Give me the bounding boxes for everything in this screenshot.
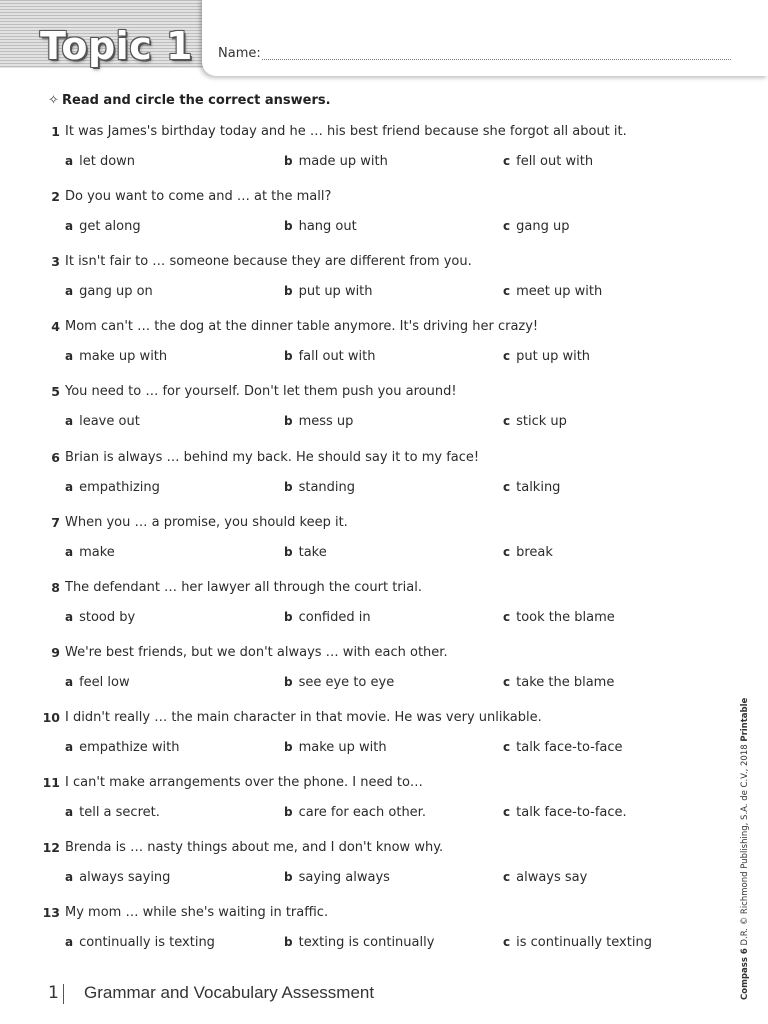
option-letter: a <box>65 739 74 754</box>
option-text: see eye to eye <box>298 674 395 690</box>
option-letter: b <box>284 544 293 559</box>
question-text: I can't make arrangements over the phone. I need to… <box>65 775 423 790</box>
option-letter: a <box>65 154 74 168</box>
option-letter: a <box>65 414 74 429</box>
option-text: meet up with <box>516 284 603 300</box>
option-text: put up with <box>298 284 373 300</box>
option-letter: a <box>65 544 74 559</box>
option-letter: c <box>503 219 511 234</box>
question-number: 9 <box>51 644 60 660</box>
option-letter: c <box>503 674 511 689</box>
option-text: fell out with <box>516 154 594 169</box>
question-number: 12 <box>42 840 60 856</box>
option-text: empathize with <box>79 739 180 755</box>
option-letter: a <box>65 805 74 819</box>
answer-option-a[interactable] <box>65 414 140 429</box>
option-letter: b <box>284 739 293 754</box>
option-letter: b <box>284 870 293 885</box>
option-letter: c <box>503 739 511 754</box>
option-text: feel low <box>79 674 130 690</box>
option-text: talk face-to-face <box>516 739 623 755</box>
option-letter: c <box>503 154 511 168</box>
option-letter: b <box>284 414 293 429</box>
option-text: confided in <box>298 609 371 625</box>
answer-option-c[interactable] <box>503 154 593 169</box>
question-number: 10 <box>42 709 60 725</box>
option-letter: c <box>503 414 511 429</box>
option-letter: b <box>284 284 293 299</box>
option-text: let down <box>79 154 136 169</box>
option-letter: a <box>65 349 74 364</box>
option-text: tell a secret. <box>79 805 160 820</box>
answer-option-a[interactable] <box>65 219 141 234</box>
question-item <box>0 319 768 379</box>
answer-option-a[interactable] <box>65 935 215 950</box>
answer-option-a[interactable] <box>65 154 135 169</box>
answer-option-c[interactable] <box>503 480 560 495</box>
option-text: always say <box>516 870 588 886</box>
answer-option-b[interactable] <box>284 545 327 560</box>
book-name: Compass 6 <box>740 948 750 1000</box>
question-number: 7 <box>51 514 60 530</box>
answer-option-c[interactable] <box>503 870 587 885</box>
answer-option-b[interactable] <box>284 154 388 169</box>
option-text: make <box>79 544 115 560</box>
answer-option-a[interactable] <box>65 805 160 820</box>
option-letter: c <box>503 609 511 624</box>
name-panel <box>202 0 768 76</box>
option-text: put up with <box>516 349 591 365</box>
answer-option-c[interactable] <box>503 675 614 690</box>
answer-option-b[interactable] <box>284 414 353 429</box>
answer-option-c[interactable] <box>503 740 623 755</box>
option-text: take the blame <box>516 674 615 690</box>
option-letter: a <box>65 284 74 299</box>
option-letter: c <box>503 284 511 299</box>
answer-option-c[interactable] <box>503 284 602 299</box>
answer-option-b[interactable] <box>284 284 373 299</box>
sparkle-icon: ✧ <box>48 93 59 108</box>
answer-option-a[interactable] <box>65 284 153 299</box>
option-text: break <box>516 544 553 560</box>
option-letter: b <box>284 154 293 168</box>
option-letter: a <box>65 870 74 885</box>
option-text: gang up on <box>79 284 153 300</box>
page-number: 1 <box>48 983 59 1003</box>
option-text: stood by <box>79 609 136 625</box>
option-letter: c <box>503 479 511 494</box>
copyright-note <box>740 698 750 1000</box>
answer-option-a[interactable] <box>65 480 160 495</box>
option-text: talking <box>516 479 561 495</box>
option-letter: b <box>284 349 293 364</box>
option-letter: c <box>503 935 511 950</box>
option-text: always saying <box>79 870 171 886</box>
option-text: make up with <box>298 739 387 755</box>
answer-option-b[interactable] <box>284 480 355 495</box>
option-text: texting is continually <box>298 935 435 951</box>
question-text: Brian is always … behind my back. He should say it to my face! <box>65 449 480 465</box>
question-item <box>0 710 768 770</box>
question-number: 3 <box>51 254 60 270</box>
option-text: hang out <box>298 219 357 235</box>
question-text: We're best friends, but we don't always … with each other. <box>65 644 448 660</box>
option-letter: b <box>284 219 293 234</box>
answer-option-b[interactable] <box>284 219 357 234</box>
answer-option-b[interactable] <box>284 610 371 625</box>
answer-option-b[interactable] <box>284 349 376 364</box>
question-number: 6 <box>51 449 60 465</box>
option-letter: b <box>284 674 293 689</box>
option-letter: c <box>503 870 511 885</box>
question-item <box>0 775 768 835</box>
option-text: make up with <box>79 349 168 365</box>
question-text: You need to … for yourself. Don't let them push you around! <box>65 384 457 400</box>
option-letter: b <box>284 609 293 624</box>
question-item <box>0 189 768 249</box>
option-text: saying always <box>298 870 390 886</box>
option-letter: a <box>65 935 74 950</box>
answer-option-b[interactable] <box>284 935 434 950</box>
instructions <box>48 93 331 108</box>
option-letter: c <box>503 544 511 559</box>
option-letter: a <box>65 674 74 689</box>
answer-option-a[interactable] <box>65 545 115 560</box>
question-item <box>0 450 768 510</box>
answer-option-c[interactable] <box>503 219 569 234</box>
answer-option-b[interactable] <box>284 675 394 690</box>
question-text: Do you want to come and … at the mall? <box>65 189 332 205</box>
answer-option-c[interactable] <box>503 935 652 950</box>
answer-option-c[interactable] <box>503 610 615 625</box>
option-text: talk face-to-face. <box>516 805 627 820</box>
option-text: get along <box>79 219 141 235</box>
question-item <box>0 580 768 640</box>
answer-option-a[interactable] <box>65 349 167 364</box>
option-text: empathizing <box>79 479 160 495</box>
footer-title: Grammar and Vocabulary Assessment <box>84 983 375 1002</box>
option-letter: b <box>284 935 293 950</box>
question-text: When you … a promise, you should keep it. <box>65 514 348 530</box>
question-text: I didn't really … the main character in that movie. He was very unlikable. <box>65 709 542 725</box>
option-text: continually is texting <box>79 935 215 951</box>
option-letter: a <box>65 479 74 494</box>
answer-option-a[interactable] <box>65 740 179 755</box>
name-label: Name: <box>218 46 261 61</box>
option-text: take <box>298 544 327 560</box>
topic-title: Topic 1 <box>40 24 193 68</box>
option-letter: c <box>503 349 511 364</box>
question-number: 5 <box>51 384 60 400</box>
answer-option-c[interactable] <box>503 414 567 429</box>
question-text: The defendant … her lawyer all through the court trial. <box>65 579 422 595</box>
answer-option-c[interactable] <box>503 805 627 820</box>
instructions-text: Read and circle the correct answers. <box>62 93 331 108</box>
footer-divider <box>63 984 64 1004</box>
question-number: 11 <box>42 775 60 790</box>
option-text: made up with <box>298 154 388 169</box>
question-number: 1 <box>51 124 60 139</box>
question-item <box>0 254 768 314</box>
question-item <box>0 905 768 965</box>
answer-option-a[interactable] <box>65 675 130 690</box>
question-number: 13 <box>42 905 60 921</box>
option-text: took the blame <box>516 609 615 625</box>
question-item <box>0 515 768 575</box>
question-text: Mom can't … the dog at the dinner table anymore. It's driving her crazy! <box>65 319 539 335</box>
option-text: stick up <box>516 414 567 430</box>
answer-option-c[interactable] <box>503 545 553 560</box>
option-letter: b <box>284 479 293 494</box>
question-number: 8 <box>51 579 60 595</box>
question-text: My mom … while she's waiting in traffic. <box>65 905 329 921</box>
option-text: is continually texting <box>516 935 652 951</box>
option-text: gang up <box>516 219 570 235</box>
option-text: mess up <box>298 414 354 430</box>
option-text: care for each other. <box>298 805 426 820</box>
name-field[interactable] <box>262 59 731 60</box>
question-text: Brenda is … nasty things about me, and I don't know why. <box>65 840 444 856</box>
option-letter: c <box>503 805 511 819</box>
option-letter: a <box>65 219 74 234</box>
question-item <box>0 124 768 184</box>
answer-option-b[interactable] <box>284 805 426 820</box>
answer-option-a[interactable] <box>65 610 135 625</box>
option-letter: b <box>284 805 293 819</box>
question-text: It was James's birthday today and he … his best friend because she forgot all about it. <box>65 124 627 139</box>
copyright-text: D.R. © Richmond Publishing, S.A. de C.V., 2018 <box>740 744 750 946</box>
question-number: 2 <box>51 189 60 205</box>
option-letter: a <box>65 609 74 624</box>
printable-label: Printable <box>740 697 750 742</box>
answer-option-c[interactable] <box>503 349 590 364</box>
option-text: standing <box>298 479 356 495</box>
question-item <box>0 645 768 705</box>
question-item <box>0 840 768 900</box>
option-text: fall out with <box>298 349 376 365</box>
answer-option-b[interactable] <box>284 870 390 885</box>
question-number: 4 <box>51 319 60 335</box>
question-text: It isn't fair to … someone because they are different from you. <box>65 254 472 270</box>
answer-option-a[interactable] <box>65 870 170 885</box>
question-item <box>0 384 768 444</box>
answer-option-b[interactable] <box>284 740 387 755</box>
option-text: leave out <box>79 414 140 430</box>
